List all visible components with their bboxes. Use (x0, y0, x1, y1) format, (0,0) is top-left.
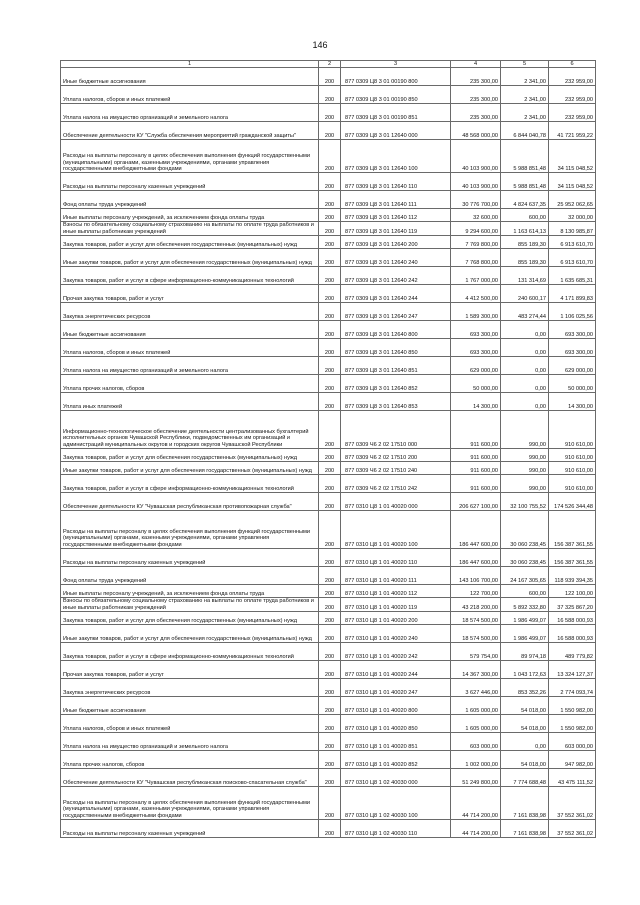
row-name: Закупка товаров, работ и услуг в сфере информационно-коммуникационных технологий (61, 267, 319, 285)
row-value-5: 240 600,17 (501, 285, 549, 303)
column-header-row (61, 61, 596, 68)
row-classification: 877 0310 Ц8 1 01 40020 244 (341, 661, 451, 679)
table-row (61, 222, 596, 236)
row-value-6: 37 552 361,02 (549, 787, 596, 820)
row-value-5: 54 018,00 (501, 697, 549, 715)
row-classification: 877 0309 Ч6 2 02 17510 240 (341, 462, 451, 475)
row-value-4: 235 300,00 (451, 68, 501, 86)
table-row (61, 411, 596, 449)
table-row (61, 140, 596, 173)
row-code: 200 (319, 122, 341, 140)
row-value-5: 131 314,69 (501, 267, 549, 285)
row-classification: 877 0310 Ц8 1 01 40020 240 (341, 625, 451, 643)
row-code: 200 (319, 787, 341, 820)
table-row (61, 209, 596, 222)
row-classification: 877 0310 Ц8 1 01 40020 850 (341, 715, 451, 733)
row-name: Расходы на выплаты персоналу в целях обеспечения выполнения функций государственными (муниципальными) органами, казенными учреждениями, органами управления государственными внебюджетными фондами (61, 511, 319, 549)
row-value-5: 0,00 (501, 393, 549, 411)
row-value-4: 911 600,00 (451, 475, 501, 493)
column-header: 5 (501, 61, 549, 68)
row-value-5: 0,00 (501, 339, 549, 357)
row-code: 200 (319, 173, 341, 191)
table-row (61, 104, 596, 122)
row-value-4: 43 218 200,00 (451, 598, 501, 612)
row-code: 200 (319, 625, 341, 643)
row-value-5: 1 986 499,07 (501, 625, 549, 643)
row-name: Иные закупки товаров, работ и услуг для обеспечения государственных (муниципальных) нужд (61, 462, 319, 475)
row-name: Расходы на выплаты персоналу казенных учреждений (61, 173, 319, 191)
table-row (61, 122, 596, 140)
row-value-5: 32 100 755,52 (501, 493, 549, 511)
row-value-4: 40 103 900,00 (451, 173, 501, 191)
row-code: 200 (319, 567, 341, 585)
row-name: Уплата налогов, сборов и иных платежей (61, 339, 319, 357)
row-value-4: 50 000,00 (451, 375, 501, 393)
row-classification: 877 0310 Ц8 1 01 40020 852 (341, 751, 451, 769)
row-value-5: 5 892 332,80 (501, 598, 549, 612)
row-value-6: 6 913 610,70 (549, 236, 596, 249)
table-row (61, 86, 596, 104)
row-value-4: 18 574 500,00 (451, 625, 501, 643)
row-value-6: 14 300,00 (549, 393, 596, 411)
row-value-5: 7 161 838,98 (501, 787, 549, 820)
row-code: 200 (319, 449, 341, 462)
row-value-5: 0,00 (501, 357, 549, 375)
row-classification: 877 0309 Ц8 3 01 12640 853 (341, 393, 451, 411)
row-value-4: 14 300,00 (451, 393, 501, 411)
row-value-5: 0,00 (501, 375, 549, 393)
row-value-4: 235 300,00 (451, 86, 501, 104)
row-classification: 877 0310 Ц8 1 01 40020 112 (341, 585, 451, 598)
table-row (61, 493, 596, 511)
row-value-5: 990,00 (501, 449, 549, 462)
row-classification: 877 0310 Ц8 1 01 40020 000 (341, 493, 451, 511)
row-classification: 877 0309 Ц8 3 01 12640 852 (341, 375, 451, 393)
row-value-6: 16 588 000,93 (549, 625, 596, 643)
row-value-6: 947 982,00 (549, 751, 596, 769)
row-name: Уплата налога на имущество организаций и земельного налога (61, 104, 319, 122)
row-classification: 877 0309 Ц8 3 01 12640 244 (341, 285, 451, 303)
table-row (61, 475, 596, 493)
row-name: Закупка энергетических ресурсов (61, 303, 319, 321)
row-code: 200 (319, 462, 341, 475)
row-code: 200 (319, 612, 341, 625)
row-classification: 877 0309 Ц8 3 01 12640 200 (341, 236, 451, 249)
row-classification: 877 0309 Ц8 3 01 12640 110 (341, 173, 451, 191)
row-name: Уплата иных платежей (61, 393, 319, 411)
row-value-6: 37 552 361,02 (549, 820, 596, 838)
row-value-4: 186 447 600,00 (451, 549, 501, 567)
row-classification: 877 0310 Ц8 1 02 40030 000 (341, 769, 451, 787)
row-classification: 877 0309 Ц8 3 01 12640 111 (341, 191, 451, 209)
row-classification: 877 0310 Ц8 1 01 40020 851 (341, 733, 451, 751)
row-value-5: 30 060 238,45 (501, 549, 549, 567)
row-value-6: 34 115 048,52 (549, 173, 596, 191)
row-value-4: 235 300,00 (451, 104, 501, 122)
row-code: 200 (319, 86, 341, 104)
column-header: 3 (341, 61, 451, 68)
row-classification: 877 0309 Ц8 3 01 12640 240 (341, 249, 451, 267)
row-classification: 877 0309 Ц8 3 01 00190 800 (341, 68, 451, 86)
row-value-5: 483 274,44 (501, 303, 549, 321)
row-value-5: 600,00 (501, 209, 549, 222)
row-value-4: 186 447 600,00 (451, 511, 501, 549)
table-row (61, 769, 596, 787)
row-name: Взносы по обязательному социальному страхованию на выплаты по оплате труда работников и иные выплаты работникам учреждений (61, 222, 319, 236)
row-code: 200 (319, 475, 341, 493)
table-row (61, 625, 596, 643)
row-name: Информационно-технологическое обеспечение деятельности централизованных бухгалтерий исполнительных органов Чувашской Республики, подведомственных им организаций и администраций муниципальных округов и городских округов Чувашской Республики (61, 411, 319, 449)
row-value-4: 911 600,00 (451, 462, 501, 475)
row-name: Закупка товаров, работ и услуг в сфере информационно-коммуникационных технологий (61, 475, 319, 493)
row-value-4: 30 776 700,00 (451, 191, 501, 209)
table-row (61, 449, 596, 462)
row-classification: 877 0310 Ц8 1 01 40020 247 (341, 679, 451, 697)
row-classification: 877 0310 Ц8 1 01 40020 119 (341, 598, 451, 612)
row-code: 200 (319, 303, 341, 321)
row-name: Уплата налога на имущество организаций и земельного налога (61, 733, 319, 751)
row-code: 200 (319, 339, 341, 357)
row-classification: 877 0309 Ц8 3 01 12640 119 (341, 222, 451, 236)
row-code: 200 (319, 209, 341, 222)
row-code: 200 (319, 357, 341, 375)
row-value-5: 89 974,18 (501, 643, 549, 661)
row-code: 200 (319, 511, 341, 549)
row-code: 200 (319, 104, 341, 122)
table-row (61, 511, 596, 549)
row-classification: 877 0309 Ц8 3 01 12640 850 (341, 339, 451, 357)
row-value-5: 990,00 (501, 411, 549, 449)
table-row (61, 549, 596, 567)
row-name: Иные бюджетные ассигнования (61, 321, 319, 339)
row-classification: 877 0310 Ц8 1 01 40020 110 (341, 549, 451, 567)
row-code: 200 (319, 249, 341, 267)
row-value-5: 5 988 851,48 (501, 140, 549, 173)
row-value-4: 206 627 100,00 (451, 493, 501, 511)
row-code: 200 (319, 236, 341, 249)
row-name: Расходы на выплаты персоналу казенных учреждений (61, 820, 319, 838)
row-classification: 877 0309 Ч6 2 02 17510 200 (341, 449, 451, 462)
table-row (61, 643, 596, 661)
row-value-5: 853 352,26 (501, 679, 549, 697)
row-value-6: 34 115 048,52 (549, 140, 596, 173)
row-value-6: 32 000,00 (549, 209, 596, 222)
row-code: 200 (319, 598, 341, 612)
table-row (61, 661, 596, 679)
row-value-6: 25 952 062,65 (549, 191, 596, 209)
row-value-5: 54 018,00 (501, 715, 549, 733)
row-classification: 877 0309 Ц8 3 01 00190 850 (341, 86, 451, 104)
row-name: Иные закупки товаров, работ и услуг для обеспечения государственных (муниципальных) нужд (61, 249, 319, 267)
row-code: 200 (319, 375, 341, 393)
row-name: Иные выплаты персоналу учреждений, за исключением фонда оплаты труда (61, 585, 319, 598)
row-name: Расходы на выплаты персоналу в целях обеспечения выполнения функций государственными (муниципальными) органами, казенными учреждениями, органами управления государственными внебюджетными фондами (61, 787, 319, 820)
row-value-5: 1 163 614,13 (501, 222, 549, 236)
row-code: 200 (319, 267, 341, 285)
row-value-6: 122 100,00 (549, 585, 596, 598)
row-value-4: 1 589 300,00 (451, 303, 501, 321)
row-classification: 877 0310 Ц8 1 01 40020 111 (341, 567, 451, 585)
row-value-4: 48 568 000,00 (451, 122, 501, 140)
table-row (61, 733, 596, 751)
row-value-4: 629 000,00 (451, 357, 501, 375)
row-value-6: 41 721 959,22 (549, 122, 596, 140)
row-classification: 877 0309 Ц8 3 01 12640 800 (341, 321, 451, 339)
row-value-4: 143 106 700,00 (451, 567, 501, 585)
row-name: Уплата налога на имущество организаций и земельного налога (61, 357, 319, 375)
row-name: Иные бюджетные ассигнования (61, 697, 319, 715)
row-value-4: 32 600,00 (451, 209, 501, 222)
row-name: Иные выплаты персоналу учреждений, за исключением фонда оплаты труда (61, 209, 319, 222)
row-name: Уплата налогов, сборов и иных платежей (61, 86, 319, 104)
table-row (61, 303, 596, 321)
table-row (61, 173, 596, 191)
row-value-6: 8 130 985,87 (549, 222, 596, 236)
row-classification: 877 0310 Ц8 1 01 40020 242 (341, 643, 451, 661)
column-header: 2 (319, 61, 341, 68)
row-value-4: 18 574 500,00 (451, 612, 501, 625)
row-value-6: 910 610,00 (549, 449, 596, 462)
row-value-6: 910 610,00 (549, 462, 596, 475)
row-value-6: 489 779,82 (549, 643, 596, 661)
row-value-6: 1 550 982,00 (549, 697, 596, 715)
row-classification: 877 0309 Ц8 3 01 12640 112 (341, 209, 451, 222)
row-code: 200 (319, 549, 341, 567)
row-value-4: 44 714 200,00 (451, 820, 501, 838)
row-code: 200 (319, 715, 341, 733)
table-row (61, 191, 596, 209)
table-row (61, 285, 596, 303)
row-value-5: 7 774 688,48 (501, 769, 549, 787)
row-value-5: 1 043 172,63 (501, 661, 549, 679)
column-header: 6 (549, 61, 596, 68)
row-classification: 877 0310 Ц8 1 01 40020 200 (341, 612, 451, 625)
row-code: 200 (319, 411, 341, 449)
row-value-5: 4 824 637,35 (501, 191, 549, 209)
row-value-5: 30 060 238,45 (501, 511, 549, 549)
row-value-5: 855 189,30 (501, 236, 549, 249)
row-value-5: 0,00 (501, 733, 549, 751)
row-value-5: 990,00 (501, 475, 549, 493)
row-value-6: 910 610,00 (549, 475, 596, 493)
row-value-4: 1 767 000,00 (451, 267, 501, 285)
table-row (61, 462, 596, 475)
row-code: 200 (319, 393, 341, 411)
row-name: Иные бюджетные ассигнования (61, 68, 319, 86)
row-classification: 877 0309 Ц8 3 01 12640 100 (341, 140, 451, 173)
table-row (61, 236, 596, 249)
row-value-6: 693 300,00 (549, 321, 596, 339)
row-value-6: 2 774 093,74 (549, 679, 596, 697)
row-value-4: 122 700,00 (451, 585, 501, 598)
row-value-4: 911 600,00 (451, 411, 501, 449)
table-row (61, 585, 596, 598)
row-value-4: 40 103 900,00 (451, 140, 501, 173)
row-value-4: 14 367 300,00 (451, 661, 501, 679)
row-value-5: 2 341,00 (501, 104, 549, 122)
row-name: Взносы по обязательному социальному страхованию на выплаты по оплате труда работников и иные выплаты работникам учреждений (61, 598, 319, 612)
row-code: 200 (319, 661, 341, 679)
table-row (61, 357, 596, 375)
row-value-4: 693 300,00 (451, 339, 501, 357)
row-classification: 877 0309 Ч6 2 02 17510 242 (341, 475, 451, 493)
row-code: 200 (319, 222, 341, 236)
row-value-5: 24 167 305,65 (501, 567, 549, 585)
row-value-5: 0,00 (501, 321, 549, 339)
row-classification: 877 0309 Ц8 3 01 12640 851 (341, 357, 451, 375)
table-row (61, 339, 596, 357)
row-code: 200 (319, 585, 341, 598)
row-value-6: 1 550 982,00 (549, 715, 596, 733)
row-value-5: 600,00 (501, 585, 549, 598)
row-name: Обеспечение деятельности КУ "Служба обеспечения мероприятий гражданской защиты" (61, 122, 319, 140)
row-code: 200 (319, 321, 341, 339)
row-classification: 877 0309 Ц8 3 01 12640 242 (341, 267, 451, 285)
row-classification: 877 0310 Ц8 1 02 40030 110 (341, 820, 451, 838)
row-value-6: 1 635 685,31 (549, 267, 596, 285)
table-row (61, 598, 596, 612)
table-row (61, 679, 596, 697)
table-row (61, 612, 596, 625)
row-value-6: 232 959,00 (549, 68, 596, 86)
row-classification: 877 0310 Ц8 1 01 40020 800 (341, 697, 451, 715)
row-classification: 877 0309 Ц8 3 01 12640 247 (341, 303, 451, 321)
table-row (61, 787, 596, 820)
table-row (61, 267, 596, 285)
row-name: Обеспечение деятельности КУ "Чувашская республиканская поисково-спасательная служба" (61, 769, 319, 787)
row-code: 200 (319, 140, 341, 173)
row-value-6: 174 526 344,48 (549, 493, 596, 511)
row-value-4: 579 754,00 (451, 643, 501, 661)
row-value-6: 6 913 610,70 (549, 249, 596, 267)
row-value-4: 1 002 000,00 (451, 751, 501, 769)
table-row (61, 393, 596, 411)
row-value-6: 43 475 111,52 (549, 769, 596, 787)
row-classification: 877 0309 Ц8 3 01 12640 000 (341, 122, 451, 140)
row-value-4: 693 300,00 (451, 321, 501, 339)
row-name: Закупка товаров, работ и услуг для обеспечения государственных (муниципальных) нужд (61, 236, 319, 249)
table-row (61, 249, 596, 267)
row-name: Закупка товаров, работ и услуг для обеспечения государственных (муниципальных) нужд (61, 449, 319, 462)
row-name: Фонд оплаты труда учреждений (61, 567, 319, 585)
row-value-4: 7 769 800,00 (451, 236, 501, 249)
table-row (61, 321, 596, 339)
row-classification: 877 0310 Ц8 1 01 40020 100 (341, 511, 451, 549)
row-code: 200 (319, 769, 341, 787)
row-value-6: 603 000,00 (549, 733, 596, 751)
row-name: Фонд оплаты труда учреждений (61, 191, 319, 209)
row-code: 200 (319, 643, 341, 661)
row-value-6: 156 387 361,55 (549, 511, 596, 549)
table-row (61, 375, 596, 393)
table-row (61, 751, 596, 769)
row-code: 200 (319, 68, 341, 86)
row-value-4: 3 627 446,00 (451, 679, 501, 697)
row-value-5: 2 341,00 (501, 86, 549, 104)
row-value-4: 7 768 800,00 (451, 249, 501, 267)
column-header: 4 (451, 61, 501, 68)
table-row (61, 567, 596, 585)
row-value-6: 13 324 127,37 (549, 661, 596, 679)
row-value-6: 232 959,00 (549, 104, 596, 122)
row-name: Закупка товаров, работ и услуг в сфере информационно-коммуникационных технологий (61, 643, 319, 661)
row-name: Расходы на выплаты персоналу в целях обеспечения выполнения функций государственными (муниципальными) органами, казенными учреждениями, органами управления государственными внебюджетными фондами (61, 140, 319, 173)
row-name: Уплата налогов, сборов и иных платежей (61, 715, 319, 733)
row-name: Уплата прочих налогов, сборов (61, 751, 319, 769)
column-header: 1 (61, 61, 319, 68)
row-value-6: 16 588 000,93 (549, 612, 596, 625)
row-code: 200 (319, 820, 341, 838)
row-value-4: 911 600,00 (451, 449, 501, 462)
page-number: 146 (312, 40, 328, 50)
row-value-4: 4 412 500,00 (451, 285, 501, 303)
row-value-5: 1 986 499,07 (501, 612, 549, 625)
row-value-6: 50 000,00 (549, 375, 596, 393)
row-value-6: 118 939 394,35 (549, 567, 596, 585)
row-name: Прочая закупка товаров, работ и услуг (61, 661, 319, 679)
row-name: Прочая закупка товаров, работ и услуг (61, 285, 319, 303)
row-classification: 877 0309 Ч6 2 02 17510 000 (341, 411, 451, 449)
row-value-6: 1 106 025,56 (549, 303, 596, 321)
row-code: 200 (319, 733, 341, 751)
row-value-4: 1 605 000,00 (451, 697, 501, 715)
row-name: Иные закупки товаров, работ и услуг для обеспечения государственных (муниципальных) нужд (61, 625, 319, 643)
row-value-5: 2 341,00 (501, 68, 549, 86)
row-value-4: 1 605 000,00 (451, 715, 501, 733)
row-code: 200 (319, 191, 341, 209)
row-name: Расходы на выплаты персоналу казенных учреждений (61, 549, 319, 567)
row-value-6: 37 325 867,20 (549, 598, 596, 612)
row-value-6: 693 300,00 (549, 339, 596, 357)
row-code: 200 (319, 493, 341, 511)
row-classification: 877 0309 Ц8 3 01 00190 851 (341, 104, 451, 122)
row-value-5: 855 189,30 (501, 249, 549, 267)
row-code: 200 (319, 285, 341, 303)
row-value-5: 6 844 040,78 (501, 122, 549, 140)
row-value-5: 5 988 851,48 (501, 173, 549, 191)
row-value-4: 44 714 200,00 (451, 787, 501, 820)
row-code: 200 (319, 751, 341, 769)
row-classification: 877 0310 Ц8 1 02 40030 100 (341, 787, 451, 820)
row-value-4: 603 000,00 (451, 733, 501, 751)
row-value-5: 54 018,00 (501, 751, 549, 769)
table-row (61, 715, 596, 733)
row-code: 200 (319, 697, 341, 715)
row-name: Уплата прочих налогов, сборов (61, 375, 319, 393)
row-code: 200 (319, 679, 341, 697)
row-value-6: 4 171 899,83 (549, 285, 596, 303)
row-value-4: 9 294 600,00 (451, 222, 501, 236)
row-value-5: 7 161 838,98 (501, 820, 549, 838)
row-value-6: 629 000,00 (549, 357, 596, 375)
row-name: Обеспечение деятельности КУ "Чувашская республиканская противопожарная служба" (61, 493, 319, 511)
row-value-5: 990,00 (501, 462, 549, 475)
table-row (61, 820, 596, 838)
row-value-6: 156 387 361,55 (549, 549, 596, 567)
table-row (61, 697, 596, 715)
budget-table (60, 60, 596, 838)
row-name: Закупка энергетических ресурсов (61, 679, 319, 697)
table-row (61, 68, 596, 86)
row-name: Закупка товаров, работ и услуг для обеспечения государственных (муниципальных) нужд (61, 612, 319, 625)
row-value-6: 910 610,00 (549, 411, 596, 449)
row-value-4: 51 249 800,00 (451, 769, 501, 787)
row-value-6: 232 959,00 (549, 86, 596, 104)
